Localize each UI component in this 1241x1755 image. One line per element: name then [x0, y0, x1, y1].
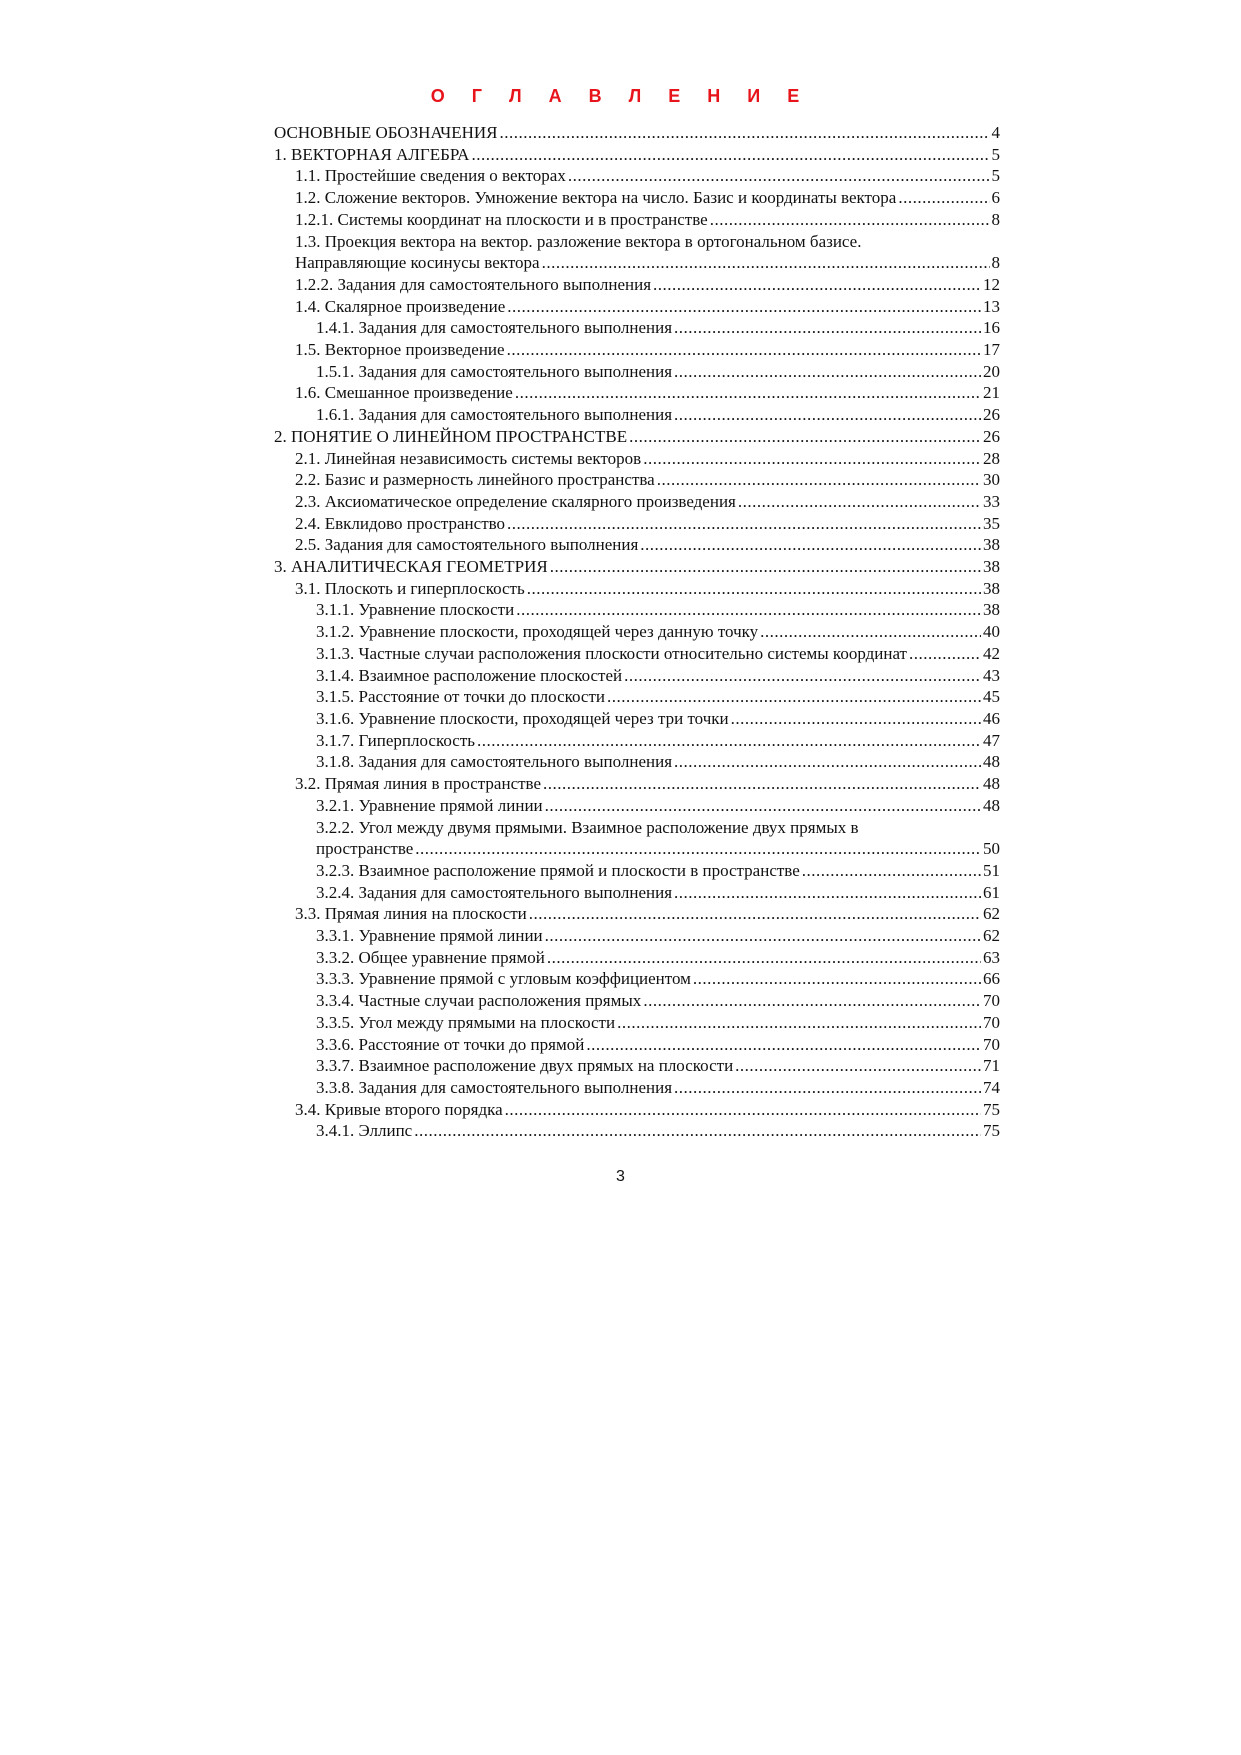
toc-entry-title: 3.3.4. Частные случаи расположения прямых [316, 991, 642, 1011]
toc-entry-title: 1.2.1. Системы координат на плоскости и в пространстве [295, 209, 708, 229]
toc-entry-title: 3.2.1. Уравнение прямой линии [316, 795, 543, 815]
toc-entry-title: 3.1.6. Уравнение плоскости, проходящей через три точки [316, 708, 729, 728]
toc-entry-title: 2. ПОНЯТИЕ О ЛИНЕЙНОМ ПРОСТРАНСТВЕ [274, 426, 628, 446]
toc-entry-title: 1.2.2. Задания для самостоятельного выполнения [295, 274, 652, 294]
dot-leader [657, 469, 981, 491]
dot-leader [710, 209, 990, 231]
toc-entry-page: 16 [983, 318, 1000, 338]
toc-entry-page: 71 [983, 1056, 1000, 1076]
toc-entry-title: 3.3.5. Угол между прямыми на плоскости [316, 1012, 616, 1032]
toc-entry[interactable] [274, 187, 1000, 209]
toc-entry-page: 21 [983, 383, 1000, 403]
dot-leader [543, 773, 981, 795]
toc-entry-page: 13 [983, 296, 1000, 316]
dot-leader [505, 1099, 981, 1121]
dot-leader [653, 274, 981, 296]
toc-entry-title-line: 1.3. Проекция вектора на вектор. разложение вектора в ортогональном базисе. [295, 231, 862, 251]
toc-entry-title: 3.2.3. Взаимное расположение прямой и плоскости в пространстве [316, 860, 800, 880]
dot-leader [629, 426, 981, 448]
toc-entry[interactable] [274, 209, 1000, 231]
toc-entry-title: 3.4.1. Эллипс [316, 1121, 413, 1141]
toc-entry[interactable] [274, 882, 1000, 904]
toc-entry-page: 5 [991, 144, 1000, 164]
dot-leader [499, 122, 989, 144]
toc-entry-title: 3.3.8. Задания для самостоятельного выполнения [316, 1077, 673, 1097]
toc-entry-title: 3.3.1. Уравнение прямой линии [316, 926, 543, 946]
toc-entry[interactable] [274, 643, 1000, 665]
toc-entry-title: 3.1. Плоскоть и гиперплоскость [295, 578, 525, 598]
toc-entry-title: 2.4. Евклидово пространство [295, 513, 506, 533]
dot-leader [507, 339, 981, 361]
table-of-contents [274, 122, 1000, 1142]
toc-entry-page: 26 [983, 426, 1000, 446]
toc-entry[interactable] [274, 1077, 1000, 1099]
toc-entry-title: 2.5. Задания для самостоятельного выполнения [295, 535, 639, 555]
toc-entry[interactable] [274, 513, 1000, 535]
dot-leader [507, 296, 981, 318]
toc-entry[interactable] [274, 708, 1000, 730]
toc-entry-page: 70 [983, 991, 1000, 1011]
dot-leader [674, 361, 981, 383]
dot-leader [586, 1034, 981, 1056]
toc-entry-title: 3.3.2. Общее уравнение прямой [316, 947, 545, 967]
toc-entry-title: 3.1.1. Уравнение плоскости [316, 600, 515, 620]
dot-leader [515, 382, 981, 404]
toc-entry-page: 70 [983, 1012, 1000, 1032]
dot-leader [909, 643, 981, 665]
toc-entry[interactable] [274, 1034, 1000, 1056]
dot-leader [674, 1077, 981, 1099]
toc-entry[interactable] [274, 599, 1000, 621]
toc-entry-title: 1.1. Простейшие сведения о векторах [295, 166, 566, 186]
toc-entry[interactable] [274, 426, 1000, 448]
toc-entry-title: 3.3.3. Уравнение прямой с угловым коэффициентом [316, 969, 691, 989]
toc-entry-title: 3.1.5. Расстояние от точки до плоскости [316, 687, 605, 707]
toc-entry-page: 48 [983, 795, 1000, 815]
dot-leader [674, 317, 981, 339]
dot-leader [414, 1120, 981, 1142]
toc-entry[interactable] [274, 990, 1000, 1012]
toc-entry[interactable] [274, 817, 1000, 860]
dot-leader [568, 165, 990, 187]
toc-entry-title: 3.1.2. Уравнение плоскости, проходящей через данную точку [316, 622, 759, 642]
dot-leader [640, 534, 981, 556]
toc-entry-title: 3.2. Прямая линия в пространстве [295, 774, 542, 794]
toc-entry-page: 70 [983, 1034, 1000, 1054]
toc-entry[interactable] [274, 339, 1000, 361]
toc-entry-page: 51 [983, 860, 1000, 880]
toc-entry-page: 46 [983, 708, 1000, 728]
toc-entry-page: 8 [991, 253, 1000, 273]
toc-entry-page: 42 [983, 643, 1000, 663]
dot-leader [507, 513, 981, 535]
dot-leader [617, 1012, 981, 1034]
toc-entry-page: 48 [983, 752, 1000, 772]
toc-entry[interactable] [274, 231, 1000, 274]
toc-entry-page: 8 [991, 209, 1000, 229]
toc-entry-page: 45 [983, 687, 1000, 707]
toc-entry[interactable] [274, 1099, 1000, 1121]
toc-entry-page: 75 [983, 1099, 1000, 1119]
toc-entry[interactable] [274, 968, 1000, 990]
dot-leader [643, 990, 981, 1012]
toc-entry-title: 3. АНАЛИТИЧЕСКАЯ ГЕОМЕТРИЯ [274, 557, 548, 577]
toc-entry-title: 1.4.1. Задания для самостоятельного выполнения [316, 318, 673, 338]
toc-entry-title: 3.3.7. Взаимное расположение двух прямых на плоскости [316, 1056, 734, 1076]
toc-entry-title: 3.1.3. Частные случаи расположения плоскости относительно системы координат [316, 643, 907, 663]
toc-entry-page: 28 [983, 448, 1000, 468]
toc-entry-page: 75 [983, 1121, 1000, 1141]
dot-leader [643, 448, 981, 470]
toc-entry-title: 1. ВЕКТОРНАЯ АЛГЕБРА [274, 144, 470, 164]
toc-entry-title: 2.3. Аксиоматическое определение скалярного произведения [295, 491, 736, 511]
dot-leader [738, 491, 981, 513]
toc-heading: О Г Л А В Л Е Н И Е [430, 86, 811, 106]
dot-leader [542, 252, 990, 274]
toc-entry-page: 33 [983, 491, 1000, 511]
dot-leader [607, 686, 981, 708]
toc-entry-page: 26 [983, 405, 1000, 425]
dot-leader [693, 968, 981, 990]
toc-entry[interactable] [274, 165, 1000, 187]
toc-entry-page: 62 [983, 904, 1000, 924]
toc-entry-title: 3.2.4. Задания для самостоятельного выполнения [316, 882, 673, 902]
dot-leader [529, 903, 981, 925]
toc-entry[interactable] [274, 795, 1000, 817]
toc-entry-title: 2.1. Линейная независимость системы векторов [295, 448, 642, 468]
toc-entry[interactable] [274, 144, 1000, 166]
toc-entry[interactable] [274, 947, 1000, 969]
toc-entry[interactable] [274, 1055, 1000, 1077]
toc-entry-title: 1.5.1. Задания для самостоятельного выполнения [316, 361, 673, 381]
toc-entry[interactable] [274, 361, 1000, 383]
toc-entry-title: 3.1.8. Задания для самостоятельного выполнения [316, 752, 673, 772]
dot-leader [735, 1055, 981, 1077]
toc-entry-title: 1.4. Скалярное произведение [295, 296, 506, 316]
toc-entry[interactable] [274, 469, 1000, 491]
dot-leader [674, 404, 981, 426]
dot-leader [731, 708, 981, 730]
toc-entry[interactable] [274, 903, 1000, 925]
dot-leader [624, 665, 981, 687]
toc-entry[interactable] [274, 665, 1000, 687]
toc-entry-page: 38 [983, 535, 1000, 555]
toc-entry-page: 30 [983, 470, 1000, 490]
toc-entry[interactable] [274, 534, 1000, 556]
toc-entry-title: 1.6.1. Задания для самостоятельного выполнения [316, 405, 673, 425]
toc-entry-title: ОСНОВНЫЕ ОБОЗНАЧЕНИЯ [274, 123, 498, 142]
toc-entry-title: 3.3. Прямая линия на плоскости [295, 904, 527, 924]
toc-entry-title: 1.5. Векторное произведение [295, 340, 505, 360]
toc-entry[interactable] [274, 621, 1000, 643]
toc-entry-page: 38 [983, 578, 1000, 598]
toc-entry-title: 3.4. Кривые второго порядка [295, 1099, 503, 1119]
toc-entry[interactable] [274, 730, 1000, 752]
toc-entry-title: 3.1.4. Взаимное расположение плоскостей [316, 665, 623, 685]
toc-entry-title: пространстве [316, 839, 414, 859]
dot-leader [550, 556, 981, 578]
toc-entry-page: 50 [983, 839, 1000, 859]
dot-leader [477, 730, 981, 752]
dot-leader [545, 795, 981, 817]
toc-entry-page: 6 [991, 188, 1000, 208]
dot-leader [674, 882, 981, 904]
toc-entry-page: 20 [983, 361, 1000, 381]
toc-entry[interactable] [274, 448, 1000, 470]
toc-entry-page: 38 [983, 600, 1000, 620]
toc-entry-title: Направляющие косинусы вектора [295, 253, 540, 273]
dot-leader [898, 187, 989, 209]
dot-leader [802, 860, 981, 882]
toc-entry-title-line: 3.2.2. Угол между двумя прямыми. Взаимное расположение двух прямых в [316, 817, 859, 837]
toc-entry[interactable] [274, 382, 1000, 404]
dot-leader [516, 599, 981, 621]
toc-entry[interactable] [274, 773, 1000, 795]
toc-entry-page: 62 [983, 926, 1000, 946]
toc-entry[interactable] [274, 556, 1000, 578]
toc-entry[interactable] [274, 751, 1000, 773]
toc-entry-page: 63 [983, 947, 1000, 967]
toc-entry-page: 38 [983, 557, 1000, 577]
toc-entry-page: 5 [991, 166, 1000, 186]
toc-entry[interactable] [274, 860, 1000, 882]
toc-entry-page: 35 [983, 513, 1000, 533]
toc-entry-page: 43 [983, 665, 1000, 685]
toc-entry[interactable] [274, 274, 1000, 296]
dot-leader [674, 751, 981, 773]
toc-entry[interactable] [274, 404, 1000, 426]
toc-entry[interactable] [274, 1120, 1000, 1142]
dot-leader [760, 621, 981, 643]
toc-entry[interactable] [274, 686, 1000, 708]
dot-leader [527, 578, 981, 600]
page-number: 3 [616, 1168, 625, 1185]
toc-entry-page: 47 [983, 730, 1000, 750]
toc-entry-title: 3.3.6. Расстояние от точки до прямой [316, 1034, 585, 1054]
toc-entry[interactable] [274, 317, 1000, 339]
toc-entry-page: 17 [983, 340, 1000, 360]
dot-leader [547, 947, 981, 969]
toc-entry-page: 40 [983, 622, 1000, 642]
toc-entry-title: 2.2. Базис и размерность линейного пространства [295, 470, 655, 490]
toc-entry[interactable] [274, 578, 1000, 600]
toc-entry-page: 61 [983, 882, 1000, 902]
toc-entry-title: 3.1.7. Гиперплоскость [316, 730, 476, 750]
toc-entry[interactable] [274, 296, 1000, 318]
toc-entry-page: 12 [983, 274, 1000, 294]
toc-entry-page: 4 [991, 123, 1000, 142]
dot-leader [415, 838, 981, 860]
toc-entry[interactable] [274, 925, 1000, 947]
dot-leader [545, 925, 981, 947]
toc-entry[interactable] [274, 1012, 1000, 1034]
dot-leader [471, 144, 989, 166]
toc-entry[interactable] [274, 491, 1000, 513]
toc-entry-title: 1.2. Сложение векторов. Умножение вектора на число. Базис и координаты вектора [295, 188, 897, 208]
toc-entry[interactable] [274, 122, 1000, 144]
toc-entry-title: 1.6. Смешанное произведение [295, 383, 513, 403]
toc-entry-page: 48 [983, 774, 1000, 794]
toc-entry-page: 66 [983, 969, 1000, 989]
toc-entry-page: 74 [983, 1077, 1000, 1097]
